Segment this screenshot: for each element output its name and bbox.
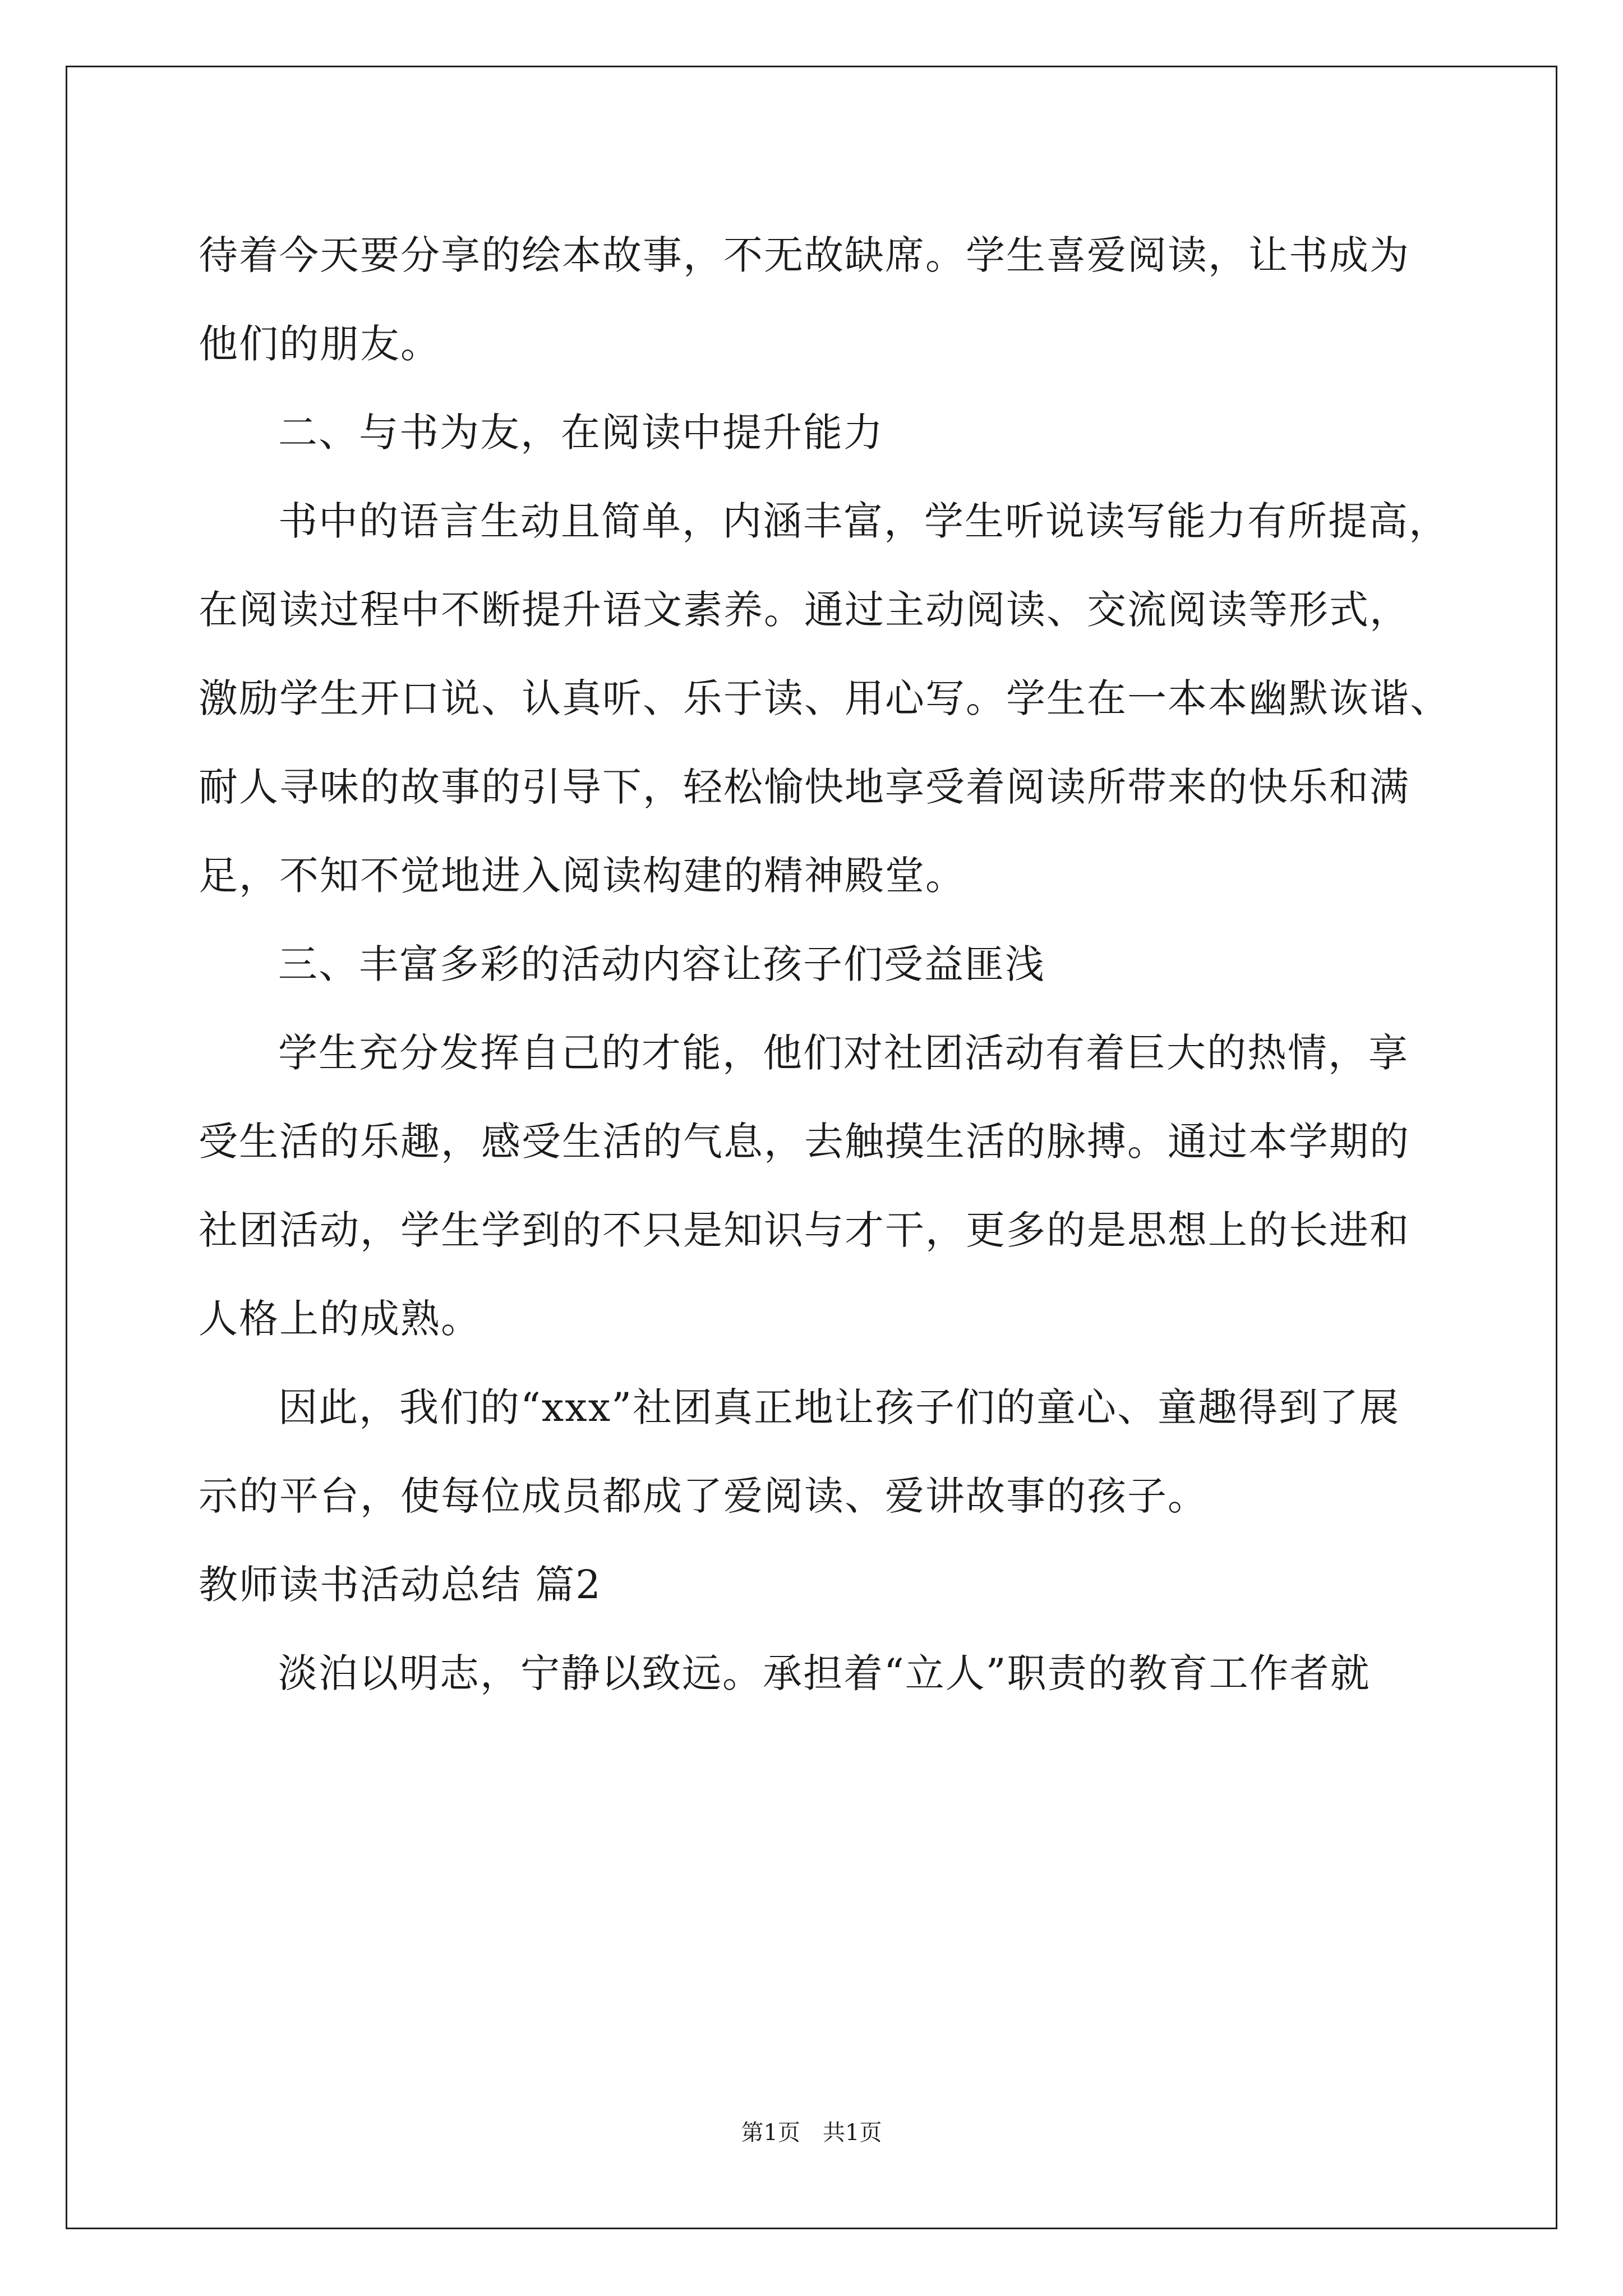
text-line: 受生活的乐趣，感受生活的气息，去触摸生活的脉搏。通过本学期的 — [199, 1119, 1410, 1165]
text-line: 因此，我们的“xxx”社团真正地让孩子们的童心、童趣得到了展 — [278, 1384, 1400, 1430]
text-line: 待着今天要分享的绘本故事，不无故缺席。学生喜爱阅读，让书成为 — [199, 232, 1410, 278]
text-line: 社团活动，学生学到的不只是知识与才干，更多的是思想上的长进和 — [199, 1207, 1410, 1253]
page-footer — [0, 2119, 1623, 2147]
text-line: 三、丰富多彩的活动内容让孩子们受益匪浅 — [278, 941, 1045, 987]
text-line: 在阅读过程中不断提升语文素养。通过主动阅读、交流阅读等形式， — [199, 587, 1410, 633]
text-line: 激励学生开口说、认真听、乐于读、用心写。学生在一本本幽默诙谐、 — [199, 675, 1450, 721]
text-line: 示的平台，使每位成员都成了爱阅读、爱讲故事的孩子。 — [199, 1473, 1208, 1519]
document-body — [199, 211, 1450, 1718]
page-total: 共1页 — [823, 2120, 882, 2146]
page-number: 第1页 — [741, 2120, 800, 2146]
text-line: 淡泊以明志，宁静以致远。承担着“立人”职责的教育工作者就 — [278, 1650, 1371, 1696]
text-line: 书中的语言生动且简单，内涵丰富，学生听说读写能力有所提高， — [278, 498, 1449, 544]
text-line: 耐人寻味的故事的引导下，轻松愉快地享受着阅读所带来的快乐和满 — [199, 764, 1410, 810]
text-line: 他们的朋友。 — [199, 321, 441, 367]
text-line: 学生充分发挥自己的才能，他们对社团活动有着巨大的热情，享 — [278, 1030, 1409, 1076]
text-line: 足，不知不觉地进入阅读构建的精神殿堂。 — [199, 853, 966, 899]
text-line: 二、与书为友，在阅读中提升能力 — [278, 409, 884, 455]
text-line: 教师读书活动总结 篇2 — [199, 1562, 602, 1608]
text-line: 人格上的成熟。 — [199, 1296, 481, 1342]
